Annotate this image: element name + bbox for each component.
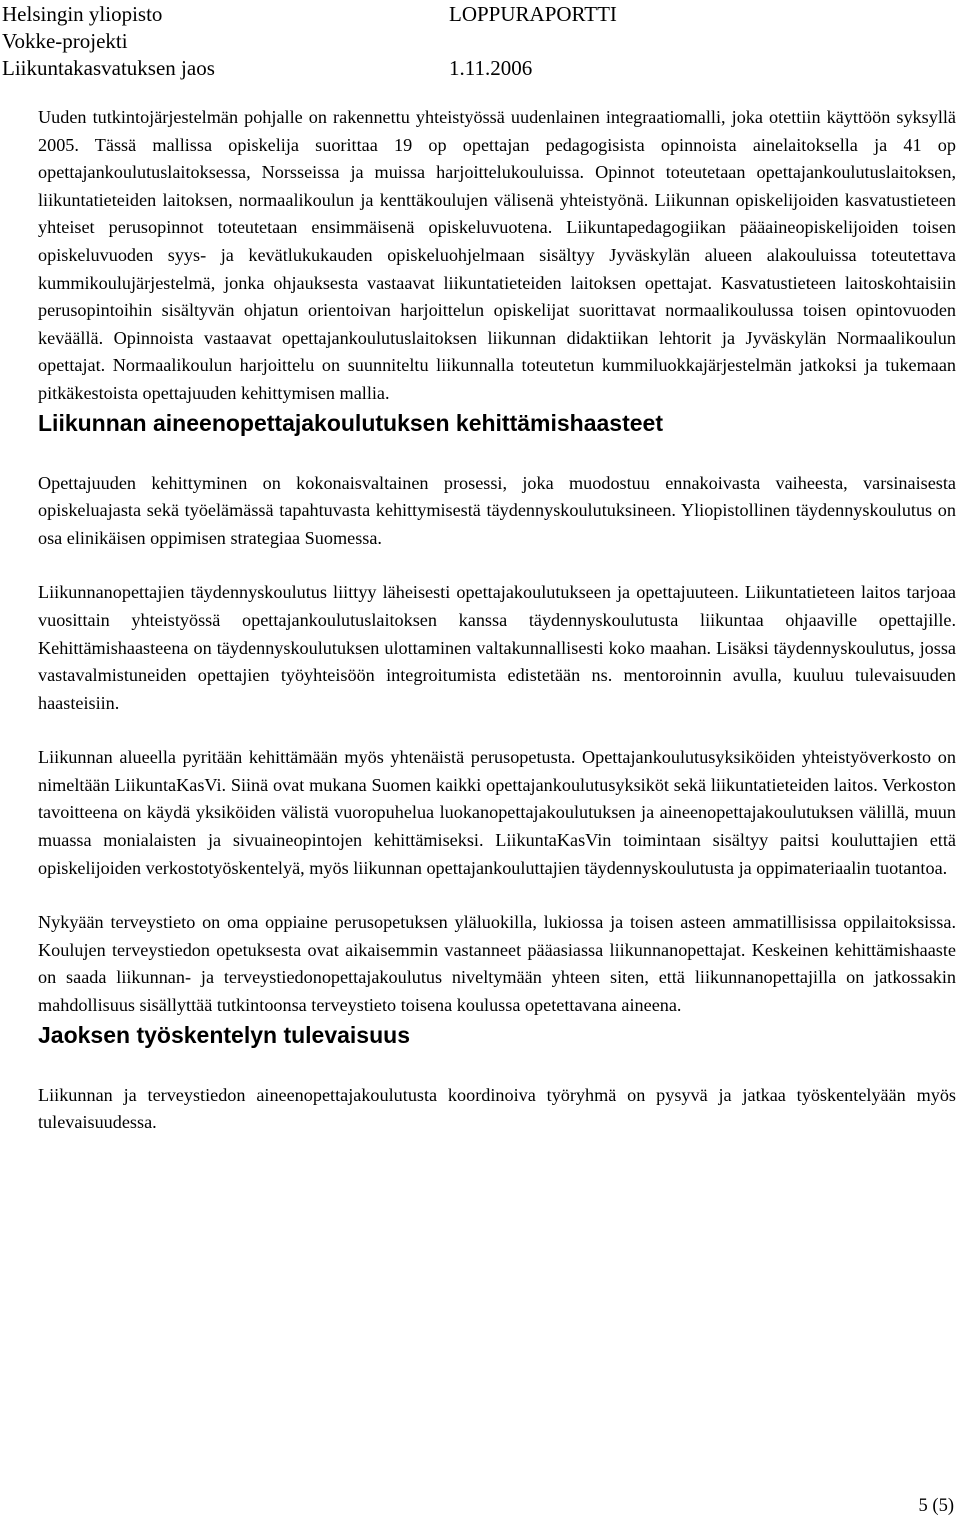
header-date: 1.11.2006 [449, 56, 533, 80]
header-project: Vokke-projekti [2, 29, 128, 53]
section1-paragraph-2: Liikunnanopettajien täydennyskoulutus liittyy läheisesti opettajakoulutukseen ja opettajuuteen. Liikuntatieteen laitos tarjoaa vuosittain yhteistyössä opettajankoulutuslaitoksen kanssa täydennyskoulutusta liikuntaa ohjaaville opettajille. Kehittämishaasteena on täydennyskoulutuksen ulottaminen valtakunnallisesti koko maahan. Lisäksi täydennyskoulutus, jossa vastavalmistuneiden opettajien työyhteisöön integroitumista edistetään ns. mentoroinnin avulla, kuuluu tulevaisuuden haasteisiin. [38, 582, 956, 713]
section2-paragraph-1: Liikunnan ja terveystiedon aineenopettajakoulutusta koordinoiva työryhmä on pysyvä ja jatkaa työskentelyään myös tulevaisuudessa. [38, 1084, 956, 1133]
page-header [0, 0, 960, 80]
intro-paragraph: Uuden tutkintojärjestelmän pohjalle on rakennettu yhteistyössä uudenlainen integraatiomalli, joka otettiin käyttöön syksyllä 2005. Tässä mallissa opiskelija suorittaa 19 op opettajan pedagogisista opinnoista ainelaitoksella ja 41 op opettajankoulutuslaitoksessa, Norsseissa ja muissa harjoittelukouluissa. Opinnot toteutetaan opettajankoulutuslaitoksen, liikuntatieteiden laitoksen, normaalikoulun ja kenttäkoulujen välisenä yhteistyönä. Liikunnan opiskelijoiden kasvatustieteen yhteiset perusopinnot toteutetaan ensimmäisenä opiskeluvuotena. Liikuntapedagogiikan pääaineopiskelijoiden toisen opiskeluvuoden syys- ja kevätlukukauden opiskeluohjelmaan sisältyy Jyväskylän alueen alakouluissa toteutettava kummikoulujärjestelmä, jonka ohjauksesta vastaavat liikuntatieteiden laitoksen opettajat. Kasvatustieteen laitoskohtaisiin perusopintoihin sisältyvän ohjatun orientoivan harjoittelun opiskelijat suorittavat normaalikoulussa toisen opintovuoden keväällä. Opinnoista vastaavat opettajankoulutuslaitoksen liikunnan didaktiikan lehtorit ja Jyväskylän Normaalikoulun opettajat. Normaalikoulun harjoittelu on suunniteltu liikunnalla toteutetun kummiluokkajärjestelmän jatkoksi ja tukemaan pitkäkestoista opettajuuden kehittymisen mallia. [38, 107, 956, 403]
section1-paragraph-4: Nykyään terveystieto on oma oppiaine perusopetuksen yläluokilla, lukiossa ja toisen asteen ammatillisissa oppilaitoksissa. Koulujen terveystiedon opetuksesta ovat aikaisemmin vastanneet pääasiassa liikunnanopettajat. Keskeinen kehittämishaaste on saada liikunnan- ja terveystiedonopettajakoulutus niveltymään yhteen siten, että liikunnanopettajilla on jatkossakin mahdollisuus sisällyttää tutkintoonsa terveystieto toisena koulussa opetettavana aineena. [38, 912, 956, 1016]
section1-paragraph-1: Opettajuuden kehittyminen on kokonaisvaltainen prosessi, joka muodostuu ennakoivasta vaiheesta, varsinaisesta opiskeluajasta sekä työelämässä tapahtuvasta kehittymisestä täydennyskoulutuksineen. Yliopistollinen täydennyskoulutus on osa elinikäisen oppimisen strategiaa Suomessa. [38, 472, 956, 548]
section-heading-development-challenges: Liikunnan aineenopettajakoulutuksen kehittämishaasteet [38, 409, 663, 436]
header-section: Liikuntakasvatuksen jaos [2, 56, 215, 80]
header-report-type: LOPPURAPORTTI [449, 2, 617, 26]
header-blank [449, 28, 617, 55]
header-left [2, 1, 215, 82]
section1-paragraph-3: Liikunnan alueella pyritään kehittämään myös yhtenäistä perusopetusta. Opettajankoulutusyksiköiden yhteistyöverkosto on nimeltään LiikuntaKasVi. Siinä ovat mukana Suomen kaikki opettajankoulutusyksiköt sekä liikuntatieteiden laitos. Verkoston tavoitteena on käydä yksiköiden välistä vuoropuhelua luokanopettajakoulutuksen ja aineenopettajakoulutuksen välillä, muun muassa monialaisten ja sivuaineopintojen kehittämiseksi. LiikuntaKasVin toimintaan sisältyy paitsi kouluttajien että opiskelijoiden verkostotyöskentelyä, myös liikunnan opettajankouluttajien täydennyskoulutusta ja oppimateriaalin tuotantoa. [38, 747, 956, 878]
section-heading-future-work: Jaoksen työskentelyn tulevaisuus [38, 1021, 410, 1048]
page-number: 5 (5) [918, 1496, 954, 1516]
header-right [449, 1, 617, 82]
document-body [38, 104, 956, 1137]
header-university: Helsingin yliopisto [2, 2, 163, 26]
